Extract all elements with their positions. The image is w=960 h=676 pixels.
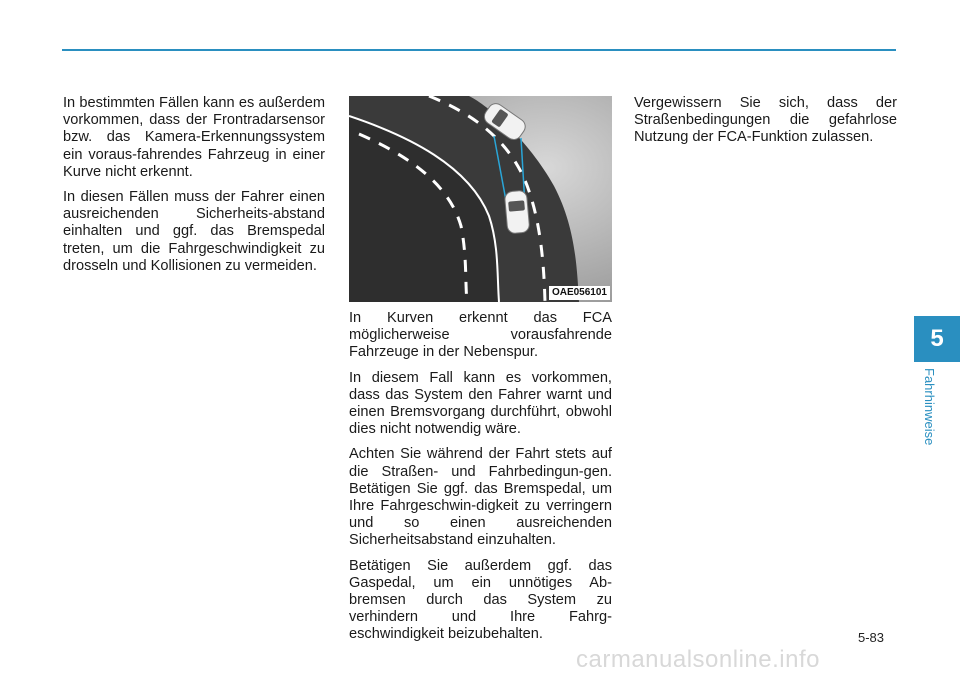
watermark: carmanualsonline.info	[576, 646, 820, 673]
figure-code: OAE056101	[549, 286, 610, 300]
text-column-right	[634, 95, 897, 155]
paragraph: Vergewissern Sie sich, dass der Straßenbedingungen die gefahrlose Nutzung der FCA-Funktion zulassen.	[634, 95, 897, 146]
road-curve-graphic	[349, 96, 612, 302]
page-number: 5-83	[858, 630, 885, 645]
curve-illustration	[349, 96, 612, 302]
paragraph: Achten Sie während der Fahrt stets auf die Straßen- und Fahrbedingun-gen. Betätigen Sie ggf. das Bremspedal, um Ihre Fahrgeschwin-digkeit zu verringern und so einen ausreichenden Sicherheitsabstand einzuhalten.	[349, 446, 612, 549]
paragraph: In diesem Fall kann es vorkommen, dass das System den Fahrer warnt und einen Bremsvorgang durchführt, obwohl dies nicht notwendig wäre.	[349, 369, 612, 438]
paragraph: Betätigen Sie außerdem ggf. das Gaspedal, um ein unnötiges Ab-bremsen durch das System zu verhindern und Ihre Fahrg-eschwindigkeit beizubehalten.	[349, 557, 612, 643]
paragraph: In diesen Fällen muss der Fahrer einen ausreichenden Sicherheits-abstand einhalten und ggf. das Bremspedal treten, um die Fahrgeschwindigkeit zu drosseln und Kollisionen zu vermeiden.	[63, 189, 325, 274]
chapter-title: Fahrhinweise	[922, 368, 937, 446]
paragraph: In bestimmten Fällen kann es außerdem vorkommen, dass der Frontradarsensor bzw. das Kamera-Erkennungssystem ein voraus-fahrendes Fahrzeug in einer Kurve nicht erkennt.	[63, 95, 325, 180]
chapter-number-tab: 5	[914, 316, 960, 362]
text-column-middle	[349, 310, 612, 652]
paragraph: In Kurven erkennt das FCA möglicherweise vorausfahrende Fahrzeuge in der Nebenspur.	[349, 310, 612, 361]
header-rule	[62, 49, 896, 51]
text-column-left	[63, 95, 325, 283]
ego-car	[504, 190, 530, 234]
